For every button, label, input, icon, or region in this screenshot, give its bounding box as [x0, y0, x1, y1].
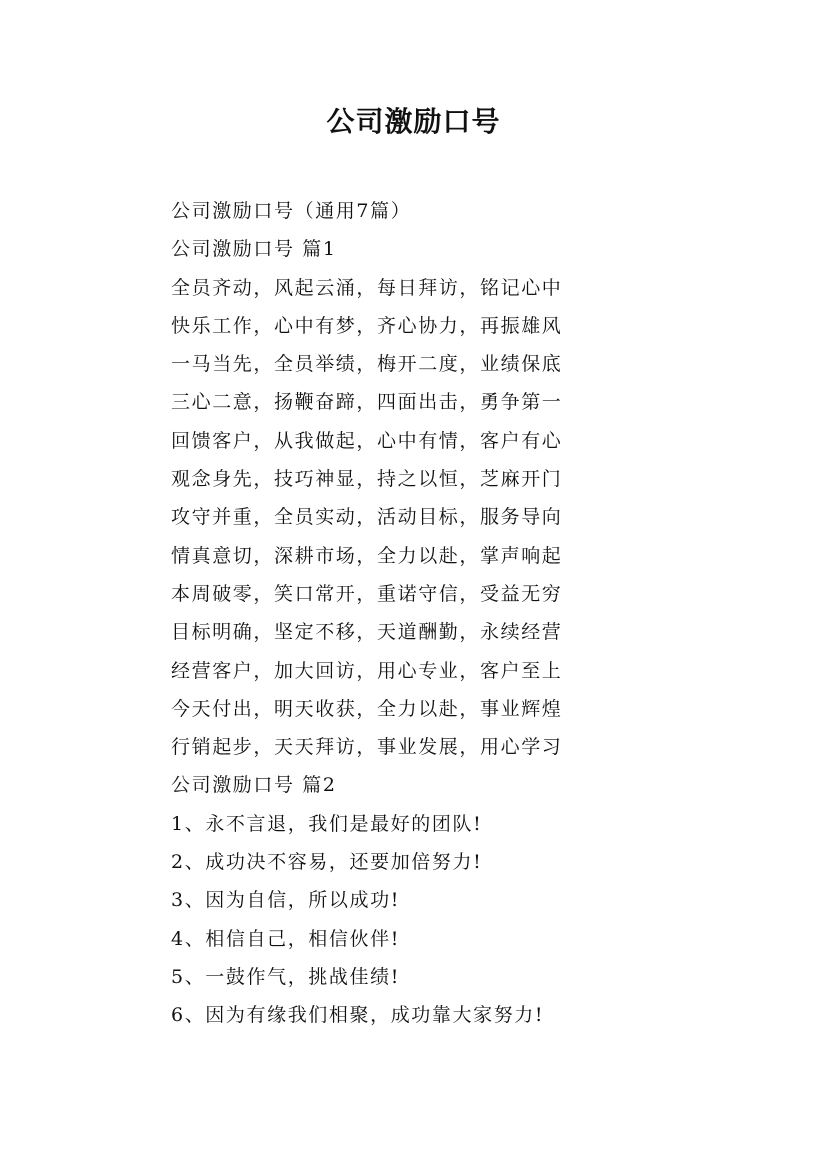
slogan-line: 本周破零，笑口常开，重诺守信，受益无穷: [171, 582, 563, 605]
section-heading-1: 公司激励口号 篇1: [171, 238, 337, 261]
document-title: 公司激励口号: [326, 105, 501, 138]
slogan-line: 今天付出，明天收获，全力以赴，事业辉煌: [171, 697, 563, 720]
slogan-line: 情真意切，深耕市场，全力以赴，掌声响起: [171, 544, 563, 567]
slogan-line: 回馈客户，从我做起，心中有情，客户有心: [171, 429, 563, 452]
document-body: [171, 192, 611, 1035]
document-subtitle: 公司激励口号（通用7篇）: [171, 200, 412, 222]
numbered-slogan: 3、因为自信，所以成功!: [171, 889, 400, 912]
slogan-line: 一马当先，全员举绩，梅开二度，业绩保底: [171, 353, 563, 376]
slogan-line: 三心二意，扬鞭奋蹄，四面出击，勇争第一: [171, 391, 563, 414]
section-heading-2: 公司激励口号 篇2: [171, 774, 337, 797]
numbered-slogan: 1、永不言退，我们是最好的团队!: [171, 812, 483, 835]
numbered-slogan: 6、因为有缘我们相聚，成功靠大家努力!: [171, 1004, 545, 1027]
slogan-line: 快乐工作，心中有梦，齐心协力，再振雄风: [171, 314, 563, 337]
slogan-line: 观念身先，技巧神显，持之以恒，芝麻开门: [171, 468, 563, 491]
slogan-line: 行销起步，天天拜访，事业发展，用心学习: [171, 736, 563, 759]
numbered-slogan: 5、一鼓作气，挑战佳绩!: [171, 965, 400, 988]
slogan-line: 目标明确，坚定不移，天道酬勤，永续经营: [171, 621, 563, 644]
slogan-line: 经营客户，加大回访，用心专业，客户至上: [171, 659, 563, 682]
numbered-slogan: 4、相信自己，相信伙伴!: [171, 927, 400, 950]
numbered-slogan: 2、成功决不容易，还要加倍努力!: [171, 851, 483, 874]
slogan-line: 全员齐动，风起云涌，每日拜访，铭记心中: [171, 276, 563, 299]
slogan-line: 攻守并重，全员实动，活动目标，服务导向: [171, 506, 563, 529]
